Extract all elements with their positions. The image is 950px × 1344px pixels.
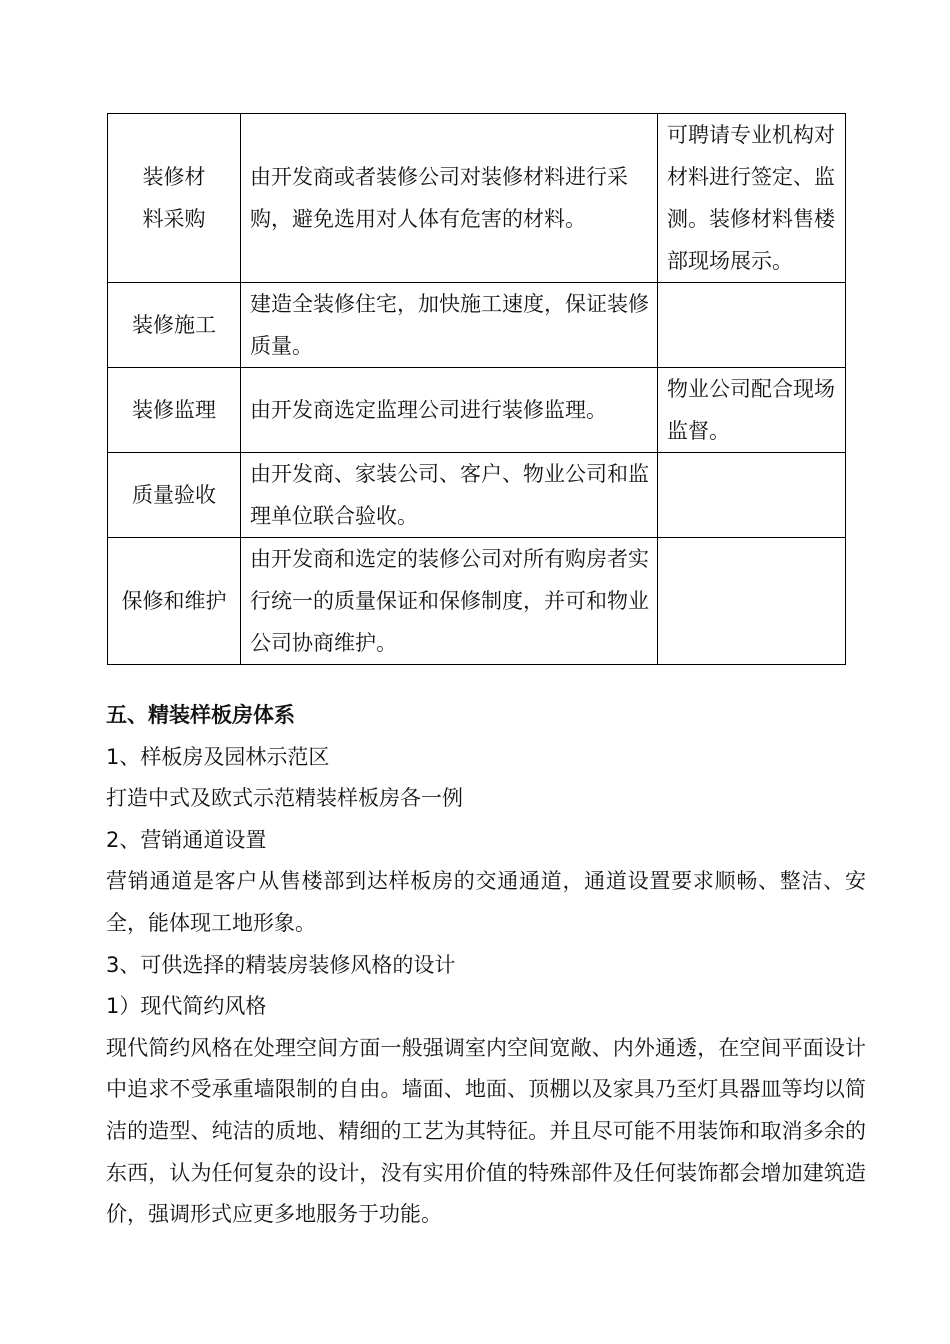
item-note-cell xyxy=(658,453,846,538)
table-row xyxy=(108,283,846,368)
item-description-cell: 由开发商、家装公司、客户、物业公司和监理单位联合验收。 xyxy=(241,453,658,538)
item-name-cell xyxy=(108,283,241,368)
item-description-cell: 由开发商选定监理公司进行装修监理。 xyxy=(241,368,658,453)
item-name-line: 装修监理 xyxy=(132,398,216,422)
section-body xyxy=(106,695,866,1236)
section-heading: 五、精装样板房体系 xyxy=(106,703,295,727)
item-description-cell: 由开发商和选定的装修公司对所有购房者实行统一的质量保证和保修制度，并可和物业公司协商维护。 xyxy=(241,538,658,665)
subsection-title: 2、营销通道设置 xyxy=(106,827,267,852)
item-name-line: 装修施工 xyxy=(132,313,216,337)
style-title: 1）现代简约风格 xyxy=(106,994,267,1019)
item-name-line: 装修材 xyxy=(142,165,206,189)
item-description-cell: 建造全装修住宅，加快施工速度，保证装修质量。 xyxy=(241,283,658,368)
subsection-title: 3、可供选择的精装房装修风格的设计 xyxy=(106,952,456,977)
item-note-cell xyxy=(658,283,846,368)
paragraph: 营销通道是客户从售楼部到达样板房的交通通道，通道设置要求顺畅、整洁、安全，能体现工地形象。 xyxy=(106,869,866,935)
subsection-title: 1、样板房及园林示范区 xyxy=(106,744,330,769)
item-note-cell: 可聘请专业机构对材料进行签定、监测。装修材料售楼部现场展示。 xyxy=(658,114,846,283)
item-note-cell xyxy=(658,538,846,665)
item-description-cell: 由开发商或者装修公司对装修材料进行采购，避免选用对人体有危害的材料。 xyxy=(241,114,658,283)
item-name-cell xyxy=(108,453,241,538)
item-name-cell xyxy=(108,368,241,453)
decoration-process-table xyxy=(107,113,846,665)
item-name-line: 料采购 xyxy=(142,207,206,231)
table-row xyxy=(108,538,846,665)
item-name-line: 保修和维护 xyxy=(121,589,227,613)
item-name-cell xyxy=(108,538,241,665)
table-row xyxy=(108,114,846,283)
table-row xyxy=(108,368,846,453)
item-note-cell: 物业公司配合现场监督。 xyxy=(658,368,846,453)
item-name-cell xyxy=(108,114,241,283)
table-row xyxy=(108,453,846,538)
paragraph: 现代简约风格在处理空间方面一般强调室内空间宽敞、内外通透，在空间平面设计中追求不受承重墙限制的自由。墙面、地面、顶棚以及家具乃至灯具器皿等均以简洁的造型、纯洁的质地、精细的工艺为其特征。并且尽可能不用装饰和取消多余的东西，认为任何复杂的设计，没有实用价值的特殊部件及任何装饰都会增加建筑造价，强调形式应更多地服务于功能。 xyxy=(106,1035,866,1227)
item-name-line: 质量验收 xyxy=(132,483,216,507)
paragraph: 打造中式及欧式示范精装样板房各一例 xyxy=(106,786,463,811)
